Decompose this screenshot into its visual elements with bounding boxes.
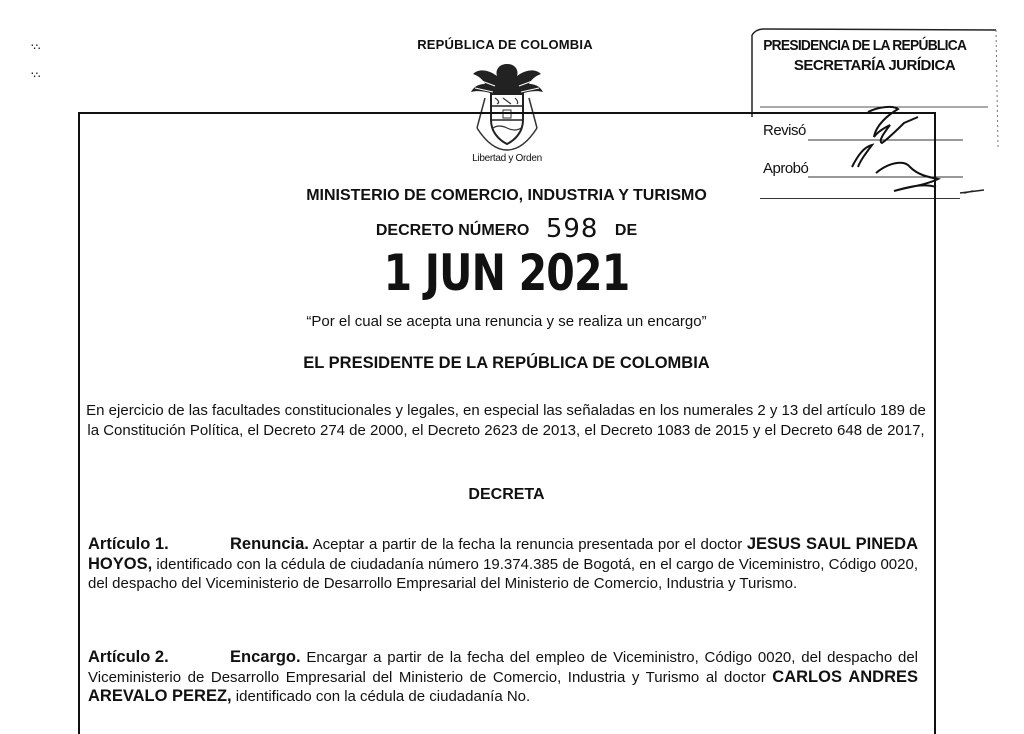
person-name: CARLOS ANDRES AREVALO PEREZ, [88, 667, 918, 705]
article-label: Artículo 2. [88, 648, 169, 666]
margin-marks: ·.·. ·.·. [30, 36, 40, 80]
decree-date-stamp: 1 JUN 2021 [383, 244, 630, 302]
article-heading: Renuncia. [230, 535, 309, 553]
decree-number-label: DECRETO NÚMERO [375, 222, 530, 239]
ministry-title: MINISTERIO DE COMERCIO, INDUSTRIA Y TURISMO [306, 187, 707, 204]
country-heading: REPÚBLICA DE COLOMBIA [417, 37, 593, 52]
motto: Libertad y Orden [472, 153, 542, 164]
decreta-heading: DECRETA [468, 486, 545, 503]
stamp-reviso-label: Revisó [763, 122, 806, 139]
stamp-line-juridical: SECRETARÍA JURÍDICA [793, 57, 956, 74]
article-1 [88, 535, 918, 594]
article-text: Aceptar a partir de la fecha la renuncia presentada por el doctor [308, 536, 747, 553]
article-text: Encargar a partir de la fecha del empleo de Viceministro, Código 0020, del despacho del Viceministerio de Desarrollo Empresarial del Ministerio de Comercio, Industria y Turismo al doctor [88, 649, 918, 686]
decree-number: 598 [545, 214, 599, 244]
decree-purpose: “Por el cual se acepta una renuncia y se realiza un encargo” [306, 313, 707, 330]
stamp-line-presidency: PRESIDENCIA DE LA REPÚBLICA [763, 37, 967, 54]
considering-paragraph: En ejercicio de las facultades constitucionales y legales, en especial las señaladas en los numerales 2 y 13 del artículo 189 de la Constitución Política, el Decreto 274 de 2000, el Decreto 2623 de 2013, el Decreto 1083 de 2015 y el Decreto 648 de 2017, [86, 402, 926, 439]
issuer-heading: EL PRESIDENTE DE LA REPÚBLICA DE COLOMBIA [303, 354, 710, 372]
article-label: Artículo 1. [88, 535, 169, 553]
article-text: identificado con la cédula de ciudadanía número 19.374.385 de Bogotá, en el cargo de Viceministro, Código 0020, del despacho del Viceministerio de Desarrollo Empresarial del Ministerio de Comercio, Industria y Turismo. [88, 555, 918, 592]
decree-de-label: DE [614, 222, 638, 239]
article-heading: Encargo. [230, 648, 301, 666]
stamp-aprobo-label: Aprobó [763, 160, 809, 177]
decree-number-line [80, 212, 933, 242]
person-name: JESUS SAUL PINEDA HOYOS, [88, 535, 918, 573]
article-2 [88, 648, 918, 707]
article-text: identificado con la cédula de ciudadanía No. [231, 688, 531, 705]
